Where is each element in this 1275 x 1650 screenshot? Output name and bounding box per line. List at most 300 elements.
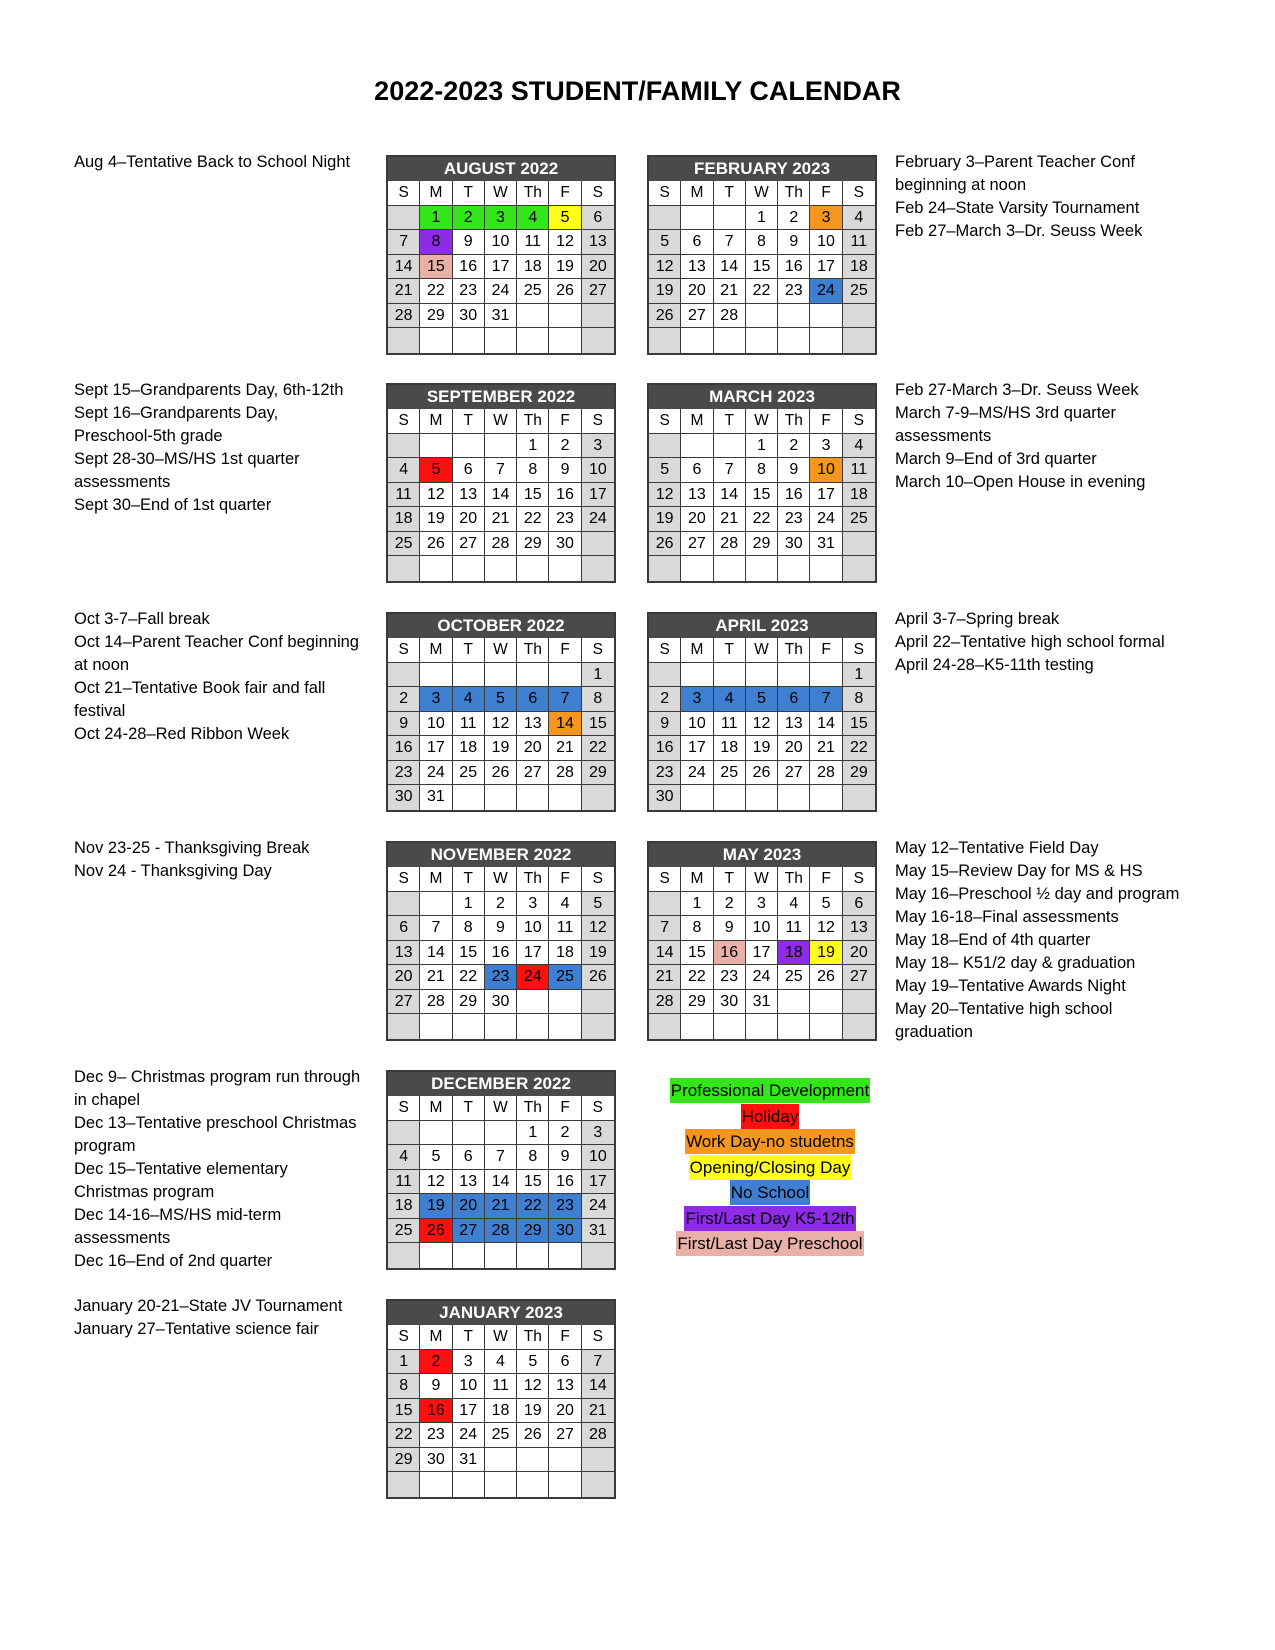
day-cell: 6	[681, 458, 713, 483]
day-cell: 26	[649, 532, 681, 557]
note-line: Sept 28-30–MS/HS 1st quarter	[74, 450, 300, 468]
weekday-header: S	[582, 867, 614, 892]
day-cell: 27	[517, 761, 549, 786]
day-cell: 15	[681, 941, 713, 966]
empty-cell	[485, 328, 517, 353]
empty-cell	[714, 663, 746, 688]
legend-item	[655, 1155, 885, 1181]
notes-nov	[74, 837, 309, 883]
empty-cell	[681, 1014, 713, 1039]
day-cell: 11	[517, 230, 549, 255]
empty-cell	[649, 206, 681, 231]
empty-cell	[714, 785, 746, 810]
empty-cell	[517, 1243, 549, 1268]
day-cell: 5	[517, 1350, 549, 1375]
empty-cell	[517, 328, 549, 353]
note-line: January 27–Tentative science fair	[74, 1320, 319, 1338]
legend-item	[655, 1104, 885, 1130]
day-cell-noschool: 3	[420, 687, 452, 712]
day-cell: 12	[649, 255, 681, 280]
month-title: JANUARY 2023	[388, 1301, 614, 1325]
empty-cell	[388, 663, 420, 688]
empty-cell	[843, 556, 875, 581]
empty-cell	[649, 1014, 681, 1039]
empty-cell	[549, 990, 581, 1015]
weekday-header: S	[582, 1325, 614, 1350]
empty-cell	[420, 892, 452, 917]
day-cell: 14	[582, 1374, 614, 1399]
day-cell-noschool: 21	[485, 1194, 517, 1219]
day-cell: 23	[778, 279, 810, 304]
day-cell: 24	[453, 1423, 485, 1448]
empty-cell	[388, 1014, 420, 1039]
empty-cell	[681, 328, 713, 353]
day-cell: 1	[388, 1350, 420, 1375]
empty-cell	[517, 990, 549, 1015]
day-cell: 15	[453, 941, 485, 966]
day-cell-holiday: 24	[517, 965, 549, 990]
day-cell: 12	[746, 712, 778, 737]
day-cell: 24	[746, 965, 778, 990]
weekday-header: W	[746, 181, 778, 206]
weekday-header: Th	[517, 1325, 549, 1350]
day-cell: 5	[649, 230, 681, 255]
day-cell-opening: 5	[549, 206, 581, 231]
day-cell: 28	[388, 304, 420, 329]
day-cell: 29	[388, 1448, 420, 1473]
day-cell: 17	[810, 255, 842, 280]
note-line: beginning at noon	[895, 176, 1027, 194]
weekday-header: S	[843, 867, 875, 892]
day-cell: 23	[388, 761, 420, 786]
empty-cell	[453, 556, 485, 581]
day-cell: 2	[549, 1121, 581, 1146]
empty-cell	[453, 434, 485, 459]
empty-cell	[420, 434, 452, 459]
month-title: SEPTEMBER 2022	[388, 385, 614, 409]
day-cell: 19	[549, 255, 581, 280]
day-cell: 8	[746, 458, 778, 483]
day-cell-pd: 4	[517, 206, 549, 231]
day-cell: 9	[649, 712, 681, 737]
day-cell: 12	[582, 916, 614, 941]
day-cell: 23	[420, 1423, 452, 1448]
day-cell: 14	[485, 1170, 517, 1195]
day-cell: 20	[549, 1399, 581, 1424]
note-line: Aug 4–Tentative Back to School Night	[74, 153, 351, 171]
day-cell-noschool: 7	[810, 687, 842, 712]
day-cell: 13	[681, 255, 713, 280]
note-line: Preschool-5th grade	[74, 427, 223, 445]
day-cell: 10	[582, 1145, 614, 1170]
notes-sep	[74, 379, 343, 517]
weekday-header: S	[649, 409, 681, 434]
weekday-header: T	[714, 409, 746, 434]
day-cell: 12	[485, 712, 517, 737]
empty-cell	[582, 532, 614, 557]
weekday-header: Th	[778, 638, 810, 663]
day-cell: 18	[714, 736, 746, 761]
day-cell: 12	[549, 230, 581, 255]
day-cell: 25	[778, 965, 810, 990]
day-cell: 11	[843, 458, 875, 483]
day-cell: 20	[778, 736, 810, 761]
legend-item	[655, 1231, 885, 1257]
day-cell: 22	[582, 736, 614, 761]
note-line: Dec 14-16–MS/HS mid-term	[74, 1206, 282, 1224]
day-cell-workday: 3	[810, 206, 842, 231]
empty-cell	[843, 328, 875, 353]
note-line: Dec 15–Tentative elementary	[74, 1160, 288, 1178]
day-cell: 15	[388, 1399, 420, 1424]
note-line: May 15–Review Day for MS & HS	[895, 862, 1143, 880]
weekday-header: F	[549, 867, 581, 892]
day-cell: 28	[582, 1423, 614, 1448]
day-cell: 3	[582, 434, 614, 459]
empty-cell	[582, 556, 614, 581]
day-cell: 9	[714, 916, 746, 941]
empty-cell	[681, 663, 713, 688]
empty-cell	[517, 1448, 549, 1473]
day-cell: 15	[746, 483, 778, 508]
day-cell-workday: 14	[549, 712, 581, 737]
empty-cell	[453, 1472, 485, 1497]
weekday-header: F	[549, 1096, 581, 1121]
empty-cell	[714, 434, 746, 459]
day-cell: 10	[582, 458, 614, 483]
empty-cell	[810, 556, 842, 581]
month-title: OCTOBER 2022	[388, 614, 614, 638]
weekday-header: F	[810, 867, 842, 892]
day-cell: 27	[843, 965, 875, 990]
day-cell: 6	[388, 916, 420, 941]
legend-label: Opening/Closing Day	[689, 1155, 852, 1180]
weekday-header: Th	[778, 181, 810, 206]
day-cell: 31	[485, 304, 517, 329]
notes-mar	[895, 379, 1145, 494]
day-cell: 6	[843, 892, 875, 917]
day-cell: 10	[420, 712, 452, 737]
legend-item	[655, 1078, 885, 1104]
day-cell: 10	[453, 1374, 485, 1399]
weekday-header: W	[746, 638, 778, 663]
day-cell: 28	[420, 990, 452, 1015]
day-cell: 14	[485, 483, 517, 508]
day-cell: 6	[453, 1145, 485, 1170]
note-line: Oct 24-28–Red Ribbon Week	[74, 725, 290, 743]
day-cell: 22	[843, 736, 875, 761]
note-line: Dec 13–Tentative preschool Christmas	[74, 1114, 357, 1132]
day-cell: 29	[843, 761, 875, 786]
note-line: Oct 14–Parent Teacher Conf beginning	[74, 633, 359, 651]
empty-cell	[582, 1014, 614, 1039]
weekday-header: T	[714, 638, 746, 663]
day-cell: 28	[485, 532, 517, 557]
day-cell-noschool: 5	[746, 687, 778, 712]
weekday-header: W	[485, 1325, 517, 1350]
day-cell: 14	[714, 255, 746, 280]
day-cell: 9	[778, 230, 810, 255]
day-cell: 14	[388, 255, 420, 280]
day-cell-noschool: 6	[517, 687, 549, 712]
month-title: APRIL 2023	[649, 614, 875, 638]
calendar-february-2023	[647, 155, 877, 355]
weekday-header: M	[681, 867, 713, 892]
day-cell: 11	[485, 1374, 517, 1399]
empty-cell	[549, 304, 581, 329]
legend-label: Holiday	[741, 1104, 800, 1129]
day-cell: 15	[746, 255, 778, 280]
empty-cell	[388, 1243, 420, 1268]
day-cell: 18	[388, 507, 420, 532]
month-title: MAY 2023	[649, 843, 875, 867]
day-cell: 24	[485, 279, 517, 304]
day-cell: 7	[420, 916, 452, 941]
weekday-header: W	[485, 181, 517, 206]
empty-cell	[485, 1472, 517, 1497]
day-cell: 7	[485, 458, 517, 483]
calendar-august-2022	[386, 155, 616, 355]
day-cell: 15	[582, 712, 614, 737]
empty-cell	[420, 1014, 452, 1039]
notes-aug	[74, 151, 350, 174]
day-cell: 9	[549, 1145, 581, 1170]
empty-cell	[810, 328, 842, 353]
color-legend	[655, 1078, 885, 1257]
day-cell: 8	[453, 916, 485, 941]
empty-cell	[388, 206, 420, 231]
empty-cell	[714, 556, 746, 581]
calendar-january-2023	[386, 1299, 616, 1499]
empty-cell	[681, 206, 713, 231]
day-cell-noschool: 22	[517, 1194, 549, 1219]
empty-cell	[810, 1014, 842, 1039]
day-cell: 23	[549, 507, 581, 532]
day-cell: 21	[485, 507, 517, 532]
note-line: May 12–Tentative Field Day	[895, 839, 1099, 857]
weekday-header: F	[810, 409, 842, 434]
day-cell: 13	[549, 1374, 581, 1399]
day-cell: 30	[388, 785, 420, 810]
day-cell: 20	[681, 279, 713, 304]
day-cell: 8	[843, 687, 875, 712]
day-cell: 18	[485, 1399, 517, 1424]
day-cell: 4	[388, 458, 420, 483]
day-cell: 28	[649, 990, 681, 1015]
day-cell: 16	[485, 941, 517, 966]
day-cell: 13	[453, 1170, 485, 1195]
month-title: FEBRUARY 2023	[649, 157, 875, 181]
empty-cell	[582, 1472, 614, 1497]
weekday-header: T	[453, 867, 485, 892]
day-cell-noschool: 3	[681, 687, 713, 712]
day-cell: 13	[388, 941, 420, 966]
legend-label: First/Last Day Preschool	[676, 1231, 863, 1256]
day-cell: 10	[517, 916, 549, 941]
legend-label: First/Last Day K5-12th	[684, 1206, 855, 1231]
note-line: May 18–End of 4th quarter	[895, 931, 1091, 949]
note-line: in chapel	[74, 1091, 141, 1109]
day-cell: 19	[582, 941, 614, 966]
note-line: May 16-18–Final assessments	[895, 908, 1119, 926]
day-cell: 22	[388, 1423, 420, 1448]
weekday-header: M	[420, 867, 452, 892]
day-cell: 21	[549, 736, 581, 761]
day-cell: 20	[582, 255, 614, 280]
day-cell: 15	[517, 483, 549, 508]
note-line: assessments	[74, 1229, 171, 1247]
note-line: Nov 23-25 - Thanksgiving Break	[74, 839, 310, 857]
day-cell: 18	[843, 483, 875, 508]
day-cell: 21	[714, 279, 746, 304]
empty-cell	[485, 1121, 517, 1146]
day-cell: 5	[420, 1145, 452, 1170]
empty-cell	[549, 1448, 581, 1473]
day-cell: 4	[843, 434, 875, 459]
empty-cell	[714, 328, 746, 353]
note-line: Feb 27-March 3–Dr. Seuss Week	[895, 381, 1139, 399]
calendar-may-2023	[647, 841, 877, 1041]
empty-cell	[582, 1243, 614, 1268]
empty-cell	[485, 1243, 517, 1268]
empty-cell	[746, 328, 778, 353]
day-cell-opening: 19	[810, 941, 842, 966]
day-cell: 9	[778, 458, 810, 483]
weekday-header: M	[681, 409, 713, 434]
empty-cell	[388, 434, 420, 459]
day-cell: 22	[681, 965, 713, 990]
note-line: Sept 15–Grandparents Day, 6th-12th	[74, 381, 344, 399]
empty-cell	[549, 1014, 581, 1039]
day-cell: 28	[714, 304, 746, 329]
empty-cell	[582, 1448, 614, 1473]
note-line: at noon	[74, 656, 130, 674]
day-cell-holiday: 2	[420, 1350, 452, 1375]
day-cell-preschool: 16	[714, 941, 746, 966]
day-cell: 21	[388, 279, 420, 304]
day-cell: 20	[453, 507, 485, 532]
day-cell-workday: 10	[810, 458, 842, 483]
note-line: Oct 21–Tentative Book fair and fall	[74, 679, 326, 697]
day-cell: 1	[746, 434, 778, 459]
empty-cell	[810, 990, 842, 1015]
weekday-header: T	[453, 1096, 485, 1121]
note-line: Nov 24 - Thanksgiving Day	[74, 862, 272, 880]
empty-cell	[714, 1014, 746, 1039]
day-cell: 25	[388, 532, 420, 557]
empty-cell	[746, 304, 778, 329]
day-cell-noschool: 4	[453, 687, 485, 712]
day-cell: 9	[388, 712, 420, 737]
day-cell: 17	[485, 255, 517, 280]
weekday-header: S	[388, 181, 420, 206]
weekday-header: Th	[517, 1096, 549, 1121]
weekday-header: W	[485, 409, 517, 434]
day-cell: 23	[453, 279, 485, 304]
day-cell: 13	[778, 712, 810, 737]
day-cell: 26	[649, 304, 681, 329]
day-cell: 24	[582, 507, 614, 532]
day-cell: 6	[582, 206, 614, 231]
day-cell: 26	[485, 761, 517, 786]
day-cell: 27	[549, 1423, 581, 1448]
day-cell: 25	[714, 761, 746, 786]
day-cell: 22	[746, 507, 778, 532]
weekday-header: T	[453, 181, 485, 206]
month-title: NOVEMBER 2022	[388, 843, 614, 867]
day-cell: 26	[420, 532, 452, 557]
day-cell: 18	[517, 255, 549, 280]
day-cell: 24	[420, 761, 452, 786]
day-cell: 27	[681, 304, 713, 329]
empty-cell	[388, 556, 420, 581]
day-cell: 7	[649, 916, 681, 941]
empty-cell	[485, 1014, 517, 1039]
day-cell: 16	[778, 255, 810, 280]
note-line: April 22–Tentative high school formal	[895, 633, 1165, 651]
day-cell: 14	[714, 483, 746, 508]
note-line: graduation	[895, 1023, 973, 1041]
empty-cell	[681, 434, 713, 459]
empty-cell	[843, 785, 875, 810]
day-cell: 7	[714, 458, 746, 483]
weekday-header: S	[649, 181, 681, 206]
day-cell: 10	[746, 916, 778, 941]
empty-cell	[420, 1121, 452, 1146]
notes-may	[895, 837, 1179, 1044]
empty-cell	[549, 663, 581, 688]
day-cell: 22	[453, 965, 485, 990]
note-line: Sept 16–Grandparents Day,	[74, 404, 279, 422]
day-cell: 26	[810, 965, 842, 990]
legend-label: Work Day-no studetns	[685, 1129, 855, 1154]
day-cell: 2	[714, 892, 746, 917]
day-cell: 17	[582, 1170, 614, 1195]
weekday-header: M	[420, 409, 452, 434]
calendar-december-2022	[386, 1070, 616, 1270]
calendar-september-2022	[386, 383, 616, 583]
day-cell-holiday: 5	[420, 458, 452, 483]
empty-cell	[843, 304, 875, 329]
empty-cell	[420, 663, 452, 688]
empty-cell	[388, 1121, 420, 1146]
day-cell: 4	[843, 206, 875, 231]
legend-item	[655, 1180, 885, 1206]
day-cell: 16	[549, 483, 581, 508]
day-cell: 6	[453, 458, 485, 483]
day-cell: 30	[549, 532, 581, 557]
day-cell: 5	[649, 458, 681, 483]
day-cell: 7	[485, 1145, 517, 1170]
day-cell: 29	[582, 761, 614, 786]
day-cell: 19	[517, 1399, 549, 1424]
day-cell: 1	[582, 663, 614, 688]
day-cell: 21	[649, 965, 681, 990]
day-cell: 25	[453, 761, 485, 786]
weekday-header: S	[843, 181, 875, 206]
note-line: March 10–Open House in evening	[895, 473, 1146, 491]
day-cell: 30	[485, 990, 517, 1015]
day-cell: 3	[810, 434, 842, 459]
notes-oct	[74, 608, 359, 746]
day-cell: 21	[714, 507, 746, 532]
note-line: May 20–Tentative high school	[895, 1000, 1113, 1018]
day-cell: 17	[517, 941, 549, 966]
empty-cell	[517, 663, 549, 688]
day-cell: 31	[582, 1219, 614, 1244]
day-cell: 22	[517, 507, 549, 532]
weekday-header: W	[746, 409, 778, 434]
